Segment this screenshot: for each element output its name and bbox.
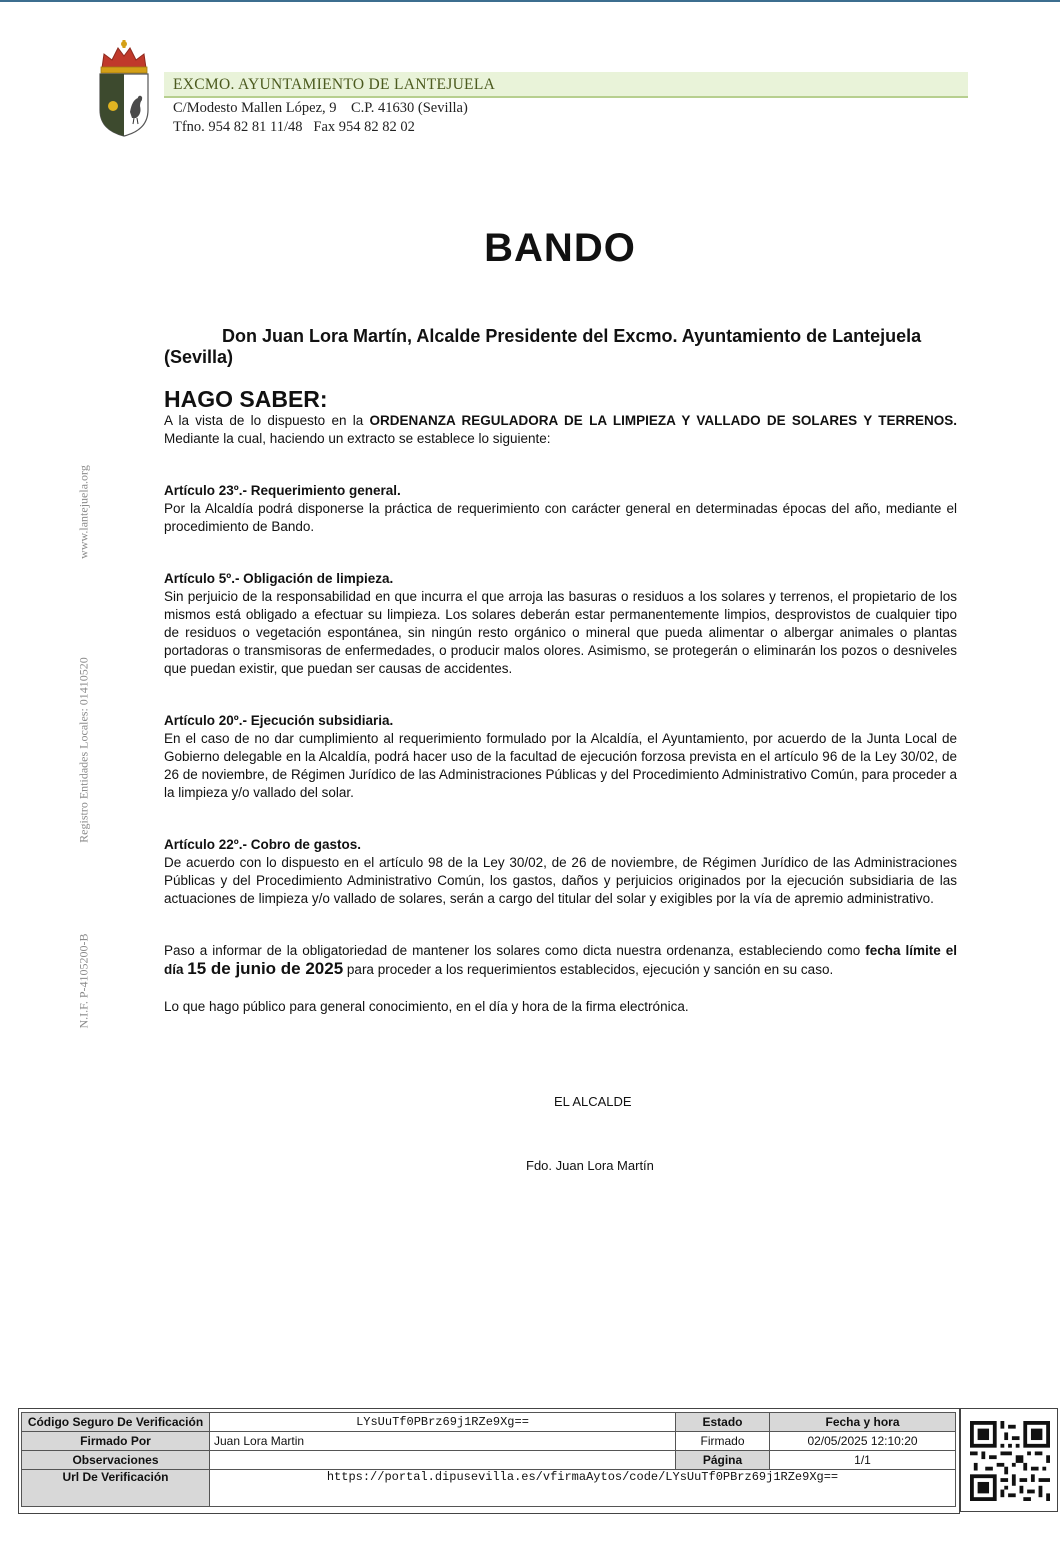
verification-table: [21, 1412, 956, 1507]
estado-value: Firmado: [676, 1432, 770, 1451]
letterhead-name: EXCMO. AYUNTAMIENTO DE LANTEJUELA: [173, 76, 496, 93]
estado-label: Estado: [676, 1413, 770, 1432]
signed-by-value: Juan Lora Martin: [210, 1432, 676, 1451]
article-23-text: Por la Alcaldía podrá disponerse la práctica de requerimiento con carácter general en determinadas épocas del año, mediante el procedimiento de Bando.: [164, 501, 957, 534]
table-row: [22, 1451, 956, 1470]
page-value: 1/1: [770, 1451, 956, 1470]
page-label: Página: [676, 1451, 770, 1470]
url-label: Url De Verificación: [22, 1470, 210, 1507]
article-5-title: Artículo 5º.- Obligación de limpieza.: [164, 571, 394, 586]
document-title: BANDO: [484, 226, 636, 270]
closing-deadline-date: 15 de junio de 2025: [187, 959, 344, 978]
public-notice-line: Lo que hago público para general conocimiento, en el día y hora de la firma electrónica.: [164, 999, 689, 1014]
fecha-label: Fecha y hora: [770, 1413, 956, 1432]
top-rule: [0, 0, 1060, 2]
fecha-value: 02/05/2025 12:10:20: [770, 1432, 956, 1451]
article-20-title: Artículo 20º.- Ejecución subsidiaria.: [164, 713, 394, 728]
intro-paragraph: [164, 412, 957, 448]
hago-saber-heading: HAGO SABER:: [164, 386, 328, 412]
closing-deadline-label: fecha límite el día: [164, 943, 957, 977]
article-23-title: Artículo 23º.- Requerimiento general.: [164, 483, 401, 498]
verification-box: [18, 1408, 960, 1514]
signed-by-label: Firmado Por: [22, 1432, 210, 1451]
letterhead-phone: Tfno. 954 82 81 11/48 Fax 954 82 82 02: [173, 119, 415, 135]
intro-post: Mediante la cual, haciendo un extracto se establece lo siguiente:: [164, 431, 551, 446]
coat-of-arms-logo: [96, 38, 152, 138]
closing-pre: Paso a informar de la obligatoriedad de mantener los solares como dicta nuestra ordenanza, estableciendo como: [164, 943, 866, 958]
signature-role: EL ALCALDE: [554, 1094, 632, 1109]
qr-code-icon: [970, 1418, 1050, 1504]
intro-pre: A la vista de lo dispuesto en la: [164, 413, 370, 428]
side-website: www.lantejuela.org: [76, 465, 91, 559]
table-row: [22, 1413, 956, 1432]
observations-label: Observaciones: [22, 1451, 210, 1470]
qr-code: [960, 1408, 1058, 1512]
article-22-title: Artículo 22º.- Cobro de gastos.: [164, 837, 361, 852]
side-registry: Registro Entidades Locales: 01410520: [76, 657, 91, 843]
code-label: Código Seguro De Verificación: [22, 1413, 210, 1432]
letterhead-address: C/Modesto Mallen López, 9 C.P. 41630 (Sevilla): [173, 100, 468, 116]
side-nif: N.I.F. P-4105200-B: [76, 933, 91, 1029]
closing-paragraph: [164, 942, 957, 979]
table-row: [22, 1432, 956, 1451]
article-20-text: En el caso de no dar cumplimiento al requerimiento formulado por la Alcaldía, el Ayuntamiento, por acuerdo de la Junta Local de Gobierno delegable en la Alcaldía, podrá hacer uso de la facultad de ejecución forzosa prevista en el artículo 96 de la Ley 30/02, de 26 de noviembre, de Régimen Jurídico de las Administraciones Públicas y del Procedimiento Administrativo Común, para proceder a la limpieza y/o vallado del solar.: [164, 731, 957, 800]
code-value: LYsUuTf0PBrz69j1RZe9Xg==: [210, 1413, 676, 1432]
intro-ordinance: ORDENANZA REGULADORA DE LA LIMPIEZA Y VALLADO DE SOLARES Y TERRENOS.: [369, 413, 957, 428]
article-22-text: De acuerdo con lo dispuesto en el artículo 98 de la Ley 30/02, de 26 de noviembre, de Régimen Jurídico de las Administraciones Públicas y del Procedimiento Administrativo Común, los gastos, daños y perjuicios originados por la ejecución subsidiaria de las actuaciones de limpieza y/o vallado de solares, serán a cargo del titular del solar y exigibles por la vía de apremio administrativo.: [164, 855, 957, 906]
document-body: [164, 326, 957, 1016]
mayor-line: Don Juan Lora Martín, Alcalde Presidente del Excmo. Ayuntamiento de Lantejuela (Sevilla): [164, 326, 922, 367]
table-row: [22, 1470, 956, 1507]
article-5-text: Sin perjuicio de la responsabilidad en que incurra el que arroja las basuras o residuos a los solares y terrenos, el propietario de los mismos está obligado a efectuar su limpieza. Los solares deberán estar permanentemente limpios, desprovistos de cualquier tipo de residuos o vegetación espontánea, sin ningún resto orgánico o mineral que pueda alimentar o albergar animales o plantas portadoras o transmisoras de enfermedades, o producir malos olores. Asimismo, se protegerán o eliminarán los pozos o desniveles que puedan existir, que puedan ser causas de accidentes.: [164, 589, 957, 676]
closing-post: para proceder a los requerimientos establecidos, ejecución y sanción en su caso.: [343, 962, 834, 977]
url-value[interactable]: https://portal.dipusevilla.es/vfirmaAytos/code/LYsUuTf0PBrz69j1RZe9Xg==: [210, 1470, 956, 1507]
signature-name: Fdo. Juan Lora Martín: [526, 1158, 654, 1173]
observations-value: [210, 1451, 676, 1470]
